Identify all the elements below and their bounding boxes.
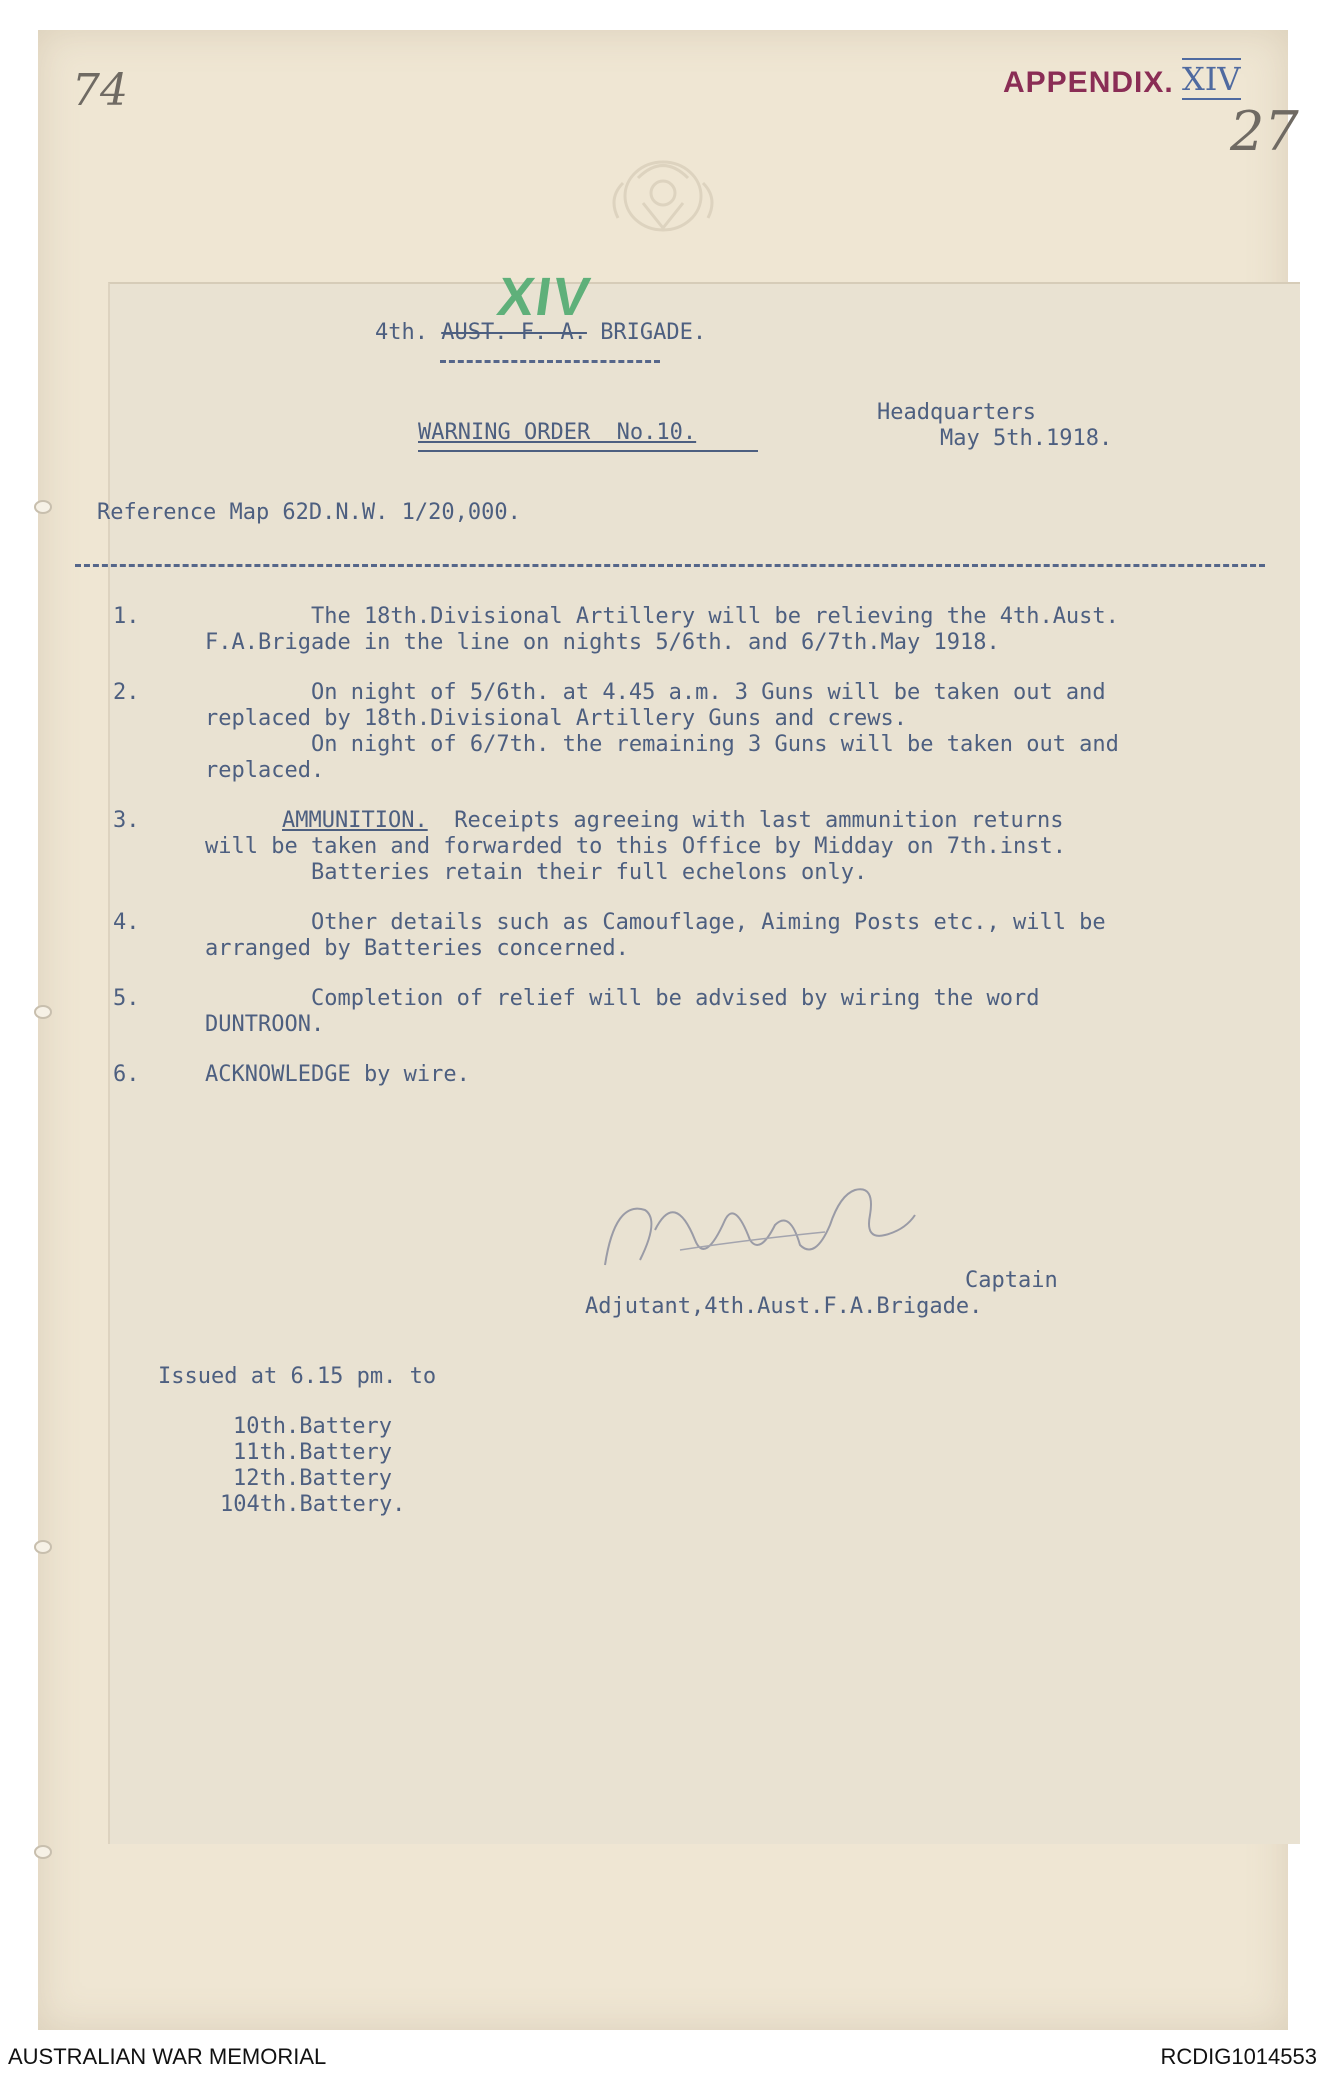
paragraph-line: The 18th.Divisional Artillery will be relieving the 4th.Aust.	[205, 604, 1119, 629]
paragraph-number: 4.	[113, 910, 140, 935]
paragraph-line: replaced by 18th.Divisional Artillery Guns and crews.	[205, 706, 907, 731]
dashed-separator	[75, 564, 1265, 567]
page-number: 27	[1230, 100, 1299, 163]
embossed-crest-icon	[598, 148, 728, 243]
unit-heading	[375, 320, 706, 346]
paragraph-line: will be taken and forwarded to this Office by Midday on 7th.inst.	[205, 834, 1066, 859]
unit-prefix: 4th.	[375, 320, 428, 345]
binding-hole	[34, 1845, 52, 1859]
handwritten-signature-icon	[585, 1170, 965, 1280]
unit-struck-text: AUST. F. A.	[441, 320, 587, 345]
paragraph-number: 5.	[113, 986, 140, 1011]
paragraph-number: 2.	[113, 680, 140, 705]
green-overwrite-mark: XIV	[493, 267, 596, 327]
paragraph-line: On night of 6/7th. the remaining 3 Guns will be taken out and	[205, 732, 1119, 757]
paragraph-number: 1.	[113, 604, 140, 629]
heading-underline	[440, 360, 660, 363]
footer-record-id: RCDIG1014553	[1160, 2044, 1317, 2069]
paragraph-line: F.A.Brigade in the line on nights 5/6th. and 6/7th.May 1918.	[205, 630, 1000, 655]
paragraph-line: replaced.	[205, 758, 325, 783]
paragraph-line: ACKNOWLEDGE by wire.	[205, 1062, 470, 1087]
list-item: 104th.Battery.	[220, 1492, 406, 1517]
paragraph-line: Other details such as Camouflage, Aiming Posts etc., will be	[205, 910, 1106, 935]
signature-rank: Captain	[965, 1268, 1058, 1293]
order-title: WARNING ORDER No.10.	[418, 420, 697, 445]
reference-map: Reference Map 62D.N.W. 1/20,000.	[97, 500, 521, 525]
ammunition-heading: AMMUNITION. Receipts agreeing with last ammunition returns	[282, 808, 1064, 833]
folio-number: 74	[72, 65, 128, 116]
order-date: May 5th.1918.	[940, 426, 1113, 451]
paragraph-number: 6.	[113, 1062, 140, 1087]
hq-location: Headquarters	[877, 400, 1036, 425]
footer-institution: AUSTRALIAN WAR MEMORIAL	[8, 2044, 327, 2069]
unit-suffix: BRIGADE.	[600, 320, 707, 345]
appendix-stamp: APPENDIX.	[1003, 66, 1174, 99]
signature-appointment: Adjutant,4th.Aust.F.A.Brigade.	[585, 1294, 983, 1319]
list-item: 12th.Battery	[233, 1466, 392, 1491]
list-item: 10th.Battery	[233, 1414, 392, 1439]
title-underline	[418, 450, 758, 452]
binding-hole	[34, 500, 52, 514]
issued-line: Issued at 6.15 pm. to	[158, 1364, 437, 1389]
paragraph-line: On night of 5/6th. at 4.45 a.m. 3 Guns will be taken out and	[205, 680, 1106, 705]
list-item: 11th.Battery	[233, 1440, 392, 1465]
paragraph-line: Completion of relief will be advised by wiring the word	[205, 986, 1040, 1011]
binding-hole	[34, 1540, 52, 1554]
paragraph-line: Batteries retain their full echelons only.	[205, 860, 868, 885]
binding-hole	[34, 1005, 52, 1019]
paragraph-line: arranged by Batteries concerned.	[205, 936, 629, 961]
paragraph-number: 3.	[113, 808, 140, 833]
paragraph-line: DUNTROON.	[205, 1012, 325, 1037]
appendix-roman-numeral: XIV	[1182, 60, 1241, 98]
